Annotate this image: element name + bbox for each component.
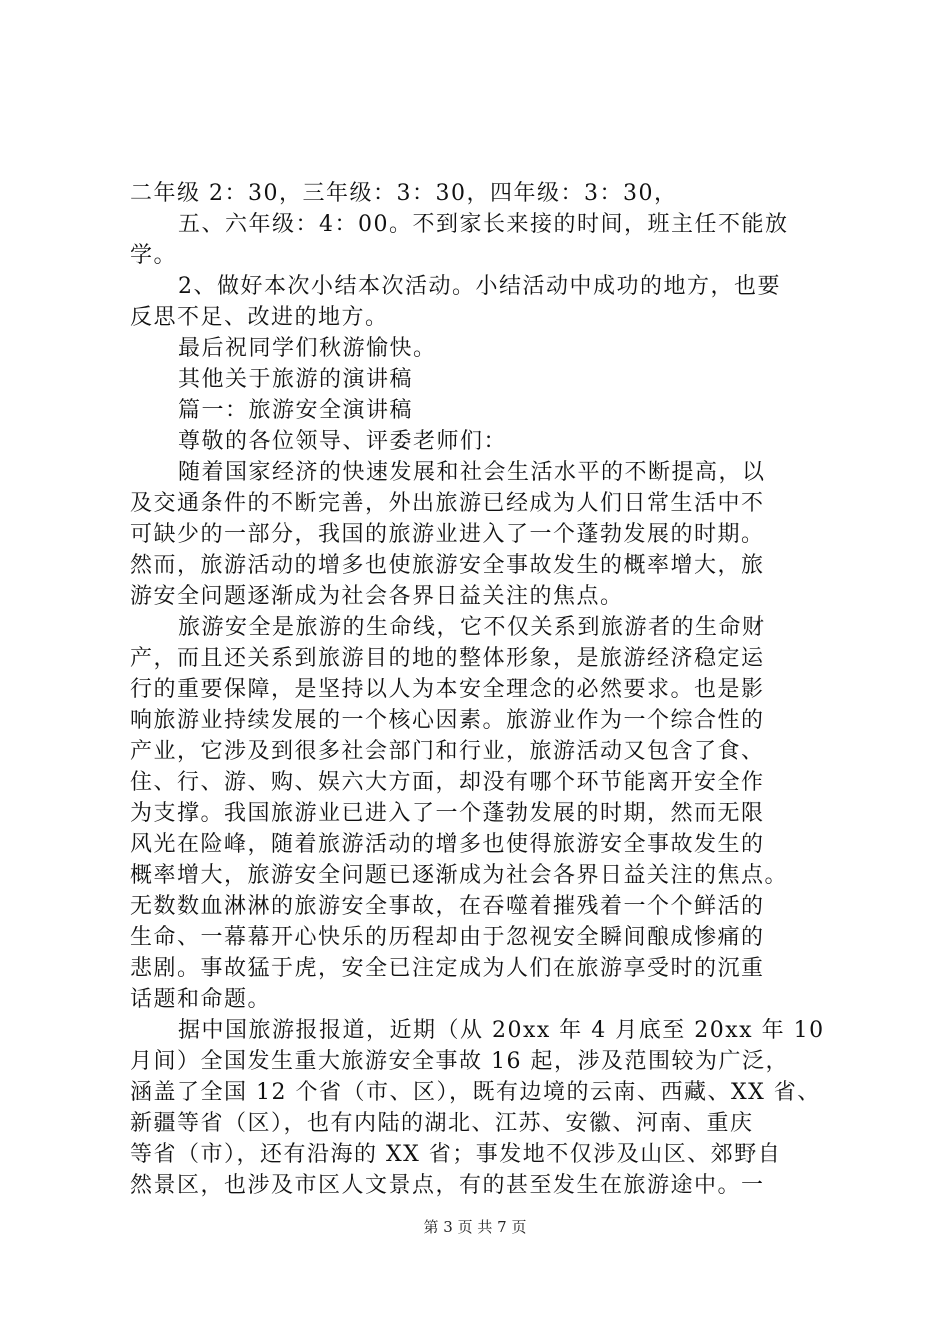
text-line: 最后祝同学们秋游愉快。 (178, 336, 437, 361)
text-line: 响旅游业持续发展的一个核心因素。旅游业作为一个综合性的 (130, 708, 765, 733)
page-footer: 第 3 页 共 7 页 (423, 1218, 527, 1236)
text-line: 住、行、游、购、娱六大方面，却没有哪个环节能离开安全作 (130, 770, 765, 795)
text-line: 随着国家经济的快速发展和社会生活水平的不断提高，以 (178, 460, 766, 485)
text-line: 等省（市），还有沿海的 XX 省；事发地不仅涉及山区、郊野自 (130, 1142, 782, 1167)
text-line: 学。 (130, 243, 178, 268)
text-line: 悲剧。事故猛于虎，安全已注定成为人们在旅游享受时的沉重 (130, 956, 765, 981)
text-line: 为支撑。我国旅游业已进入了一个蓬勃发展的时期，然而无限 (130, 801, 765, 826)
text-line: 及交通条件的不断完善，外出旅游已经成为人们日常生活中不 (130, 491, 765, 516)
text-line: 旅游安全是旅游的生命线，它不仅关系到旅游者的生命财 (178, 615, 766, 640)
text-line: 游安全问题逐渐成为社会各界日益关注的焦点。 (130, 584, 624, 609)
text-line: 二年级 2：30，三年级：3：30，四年级：3：30， (130, 181, 678, 206)
text-line: 生命、一幕幕开心快乐的历程却由于忽视安全瞬间酿成惨痛的 (130, 925, 765, 950)
text-line: 行的重要保障，是坚持以人为本安全理念的必然要求。也是影 (130, 677, 765, 702)
text-line: 据中国旅游报报道，近期（从 20xx 年 4 月底至 20xx 年 10 (178, 1018, 825, 1043)
text-line: 五、六年级：4：00。不到家长来接的时间，班主任不能放 (178, 212, 789, 237)
text-line: 无数数血淋淋的旅游安全事故，在吞噬着摧残着一个个鲜活的 (130, 894, 765, 919)
text-line: 月间）全国发生重大旅游安全事故 16 起，涉及范围较为广泛， (130, 1049, 789, 1074)
text-line: 话题和命题。 (130, 987, 272, 1012)
text-line: 可缺少的一部分，我国的旅游业进入了一个蓬勃发展的时期。 (130, 522, 765, 547)
document-body (130, 178, 828, 1201)
text-line: 然而，旅游活动的增多也使旅游安全事故发生的概率增大，旅 (130, 553, 765, 578)
text-line: 涵盖了全国 12 个省（市、区），既有边境的云南、西藏、XX 省、 (130, 1080, 821, 1105)
text-line: 反思不足、改进的地方。 (130, 305, 389, 330)
text-line: 2、做好本次小结本次活动。小结活动中成功的地方，也要 (178, 274, 781, 299)
text-line: 篇一：旅游安全演讲稿 (178, 398, 414, 423)
text-line: 新疆等省（区），也有内陆的湖北、江苏、安徽、河南、重庆 (130, 1111, 754, 1136)
text-line: 然景区，也涉及市区人文景点，有的甚至发生在旅游途中。一 (130, 1173, 765, 1198)
text-line: 产业，它涉及到很多社会部门和行业，旅游活动又包含了食、 (130, 739, 765, 764)
text-line: 概率增大，旅游安全问题已逐渐成为社会各界日益关注的焦点。 (130, 863, 789, 888)
text-line: 尊敬的各位领导、评委老师们： (178, 429, 508, 454)
text-line: 风光在险峰，随着旅游活动的增多也使得旅游安全事故发生的 (130, 832, 765, 857)
text-line: 产，而且还关系到旅游目的地的整体形象，是旅游经济稳定运 (130, 646, 765, 671)
text-line: 其他关于旅游的演讲稿 (178, 367, 414, 392)
